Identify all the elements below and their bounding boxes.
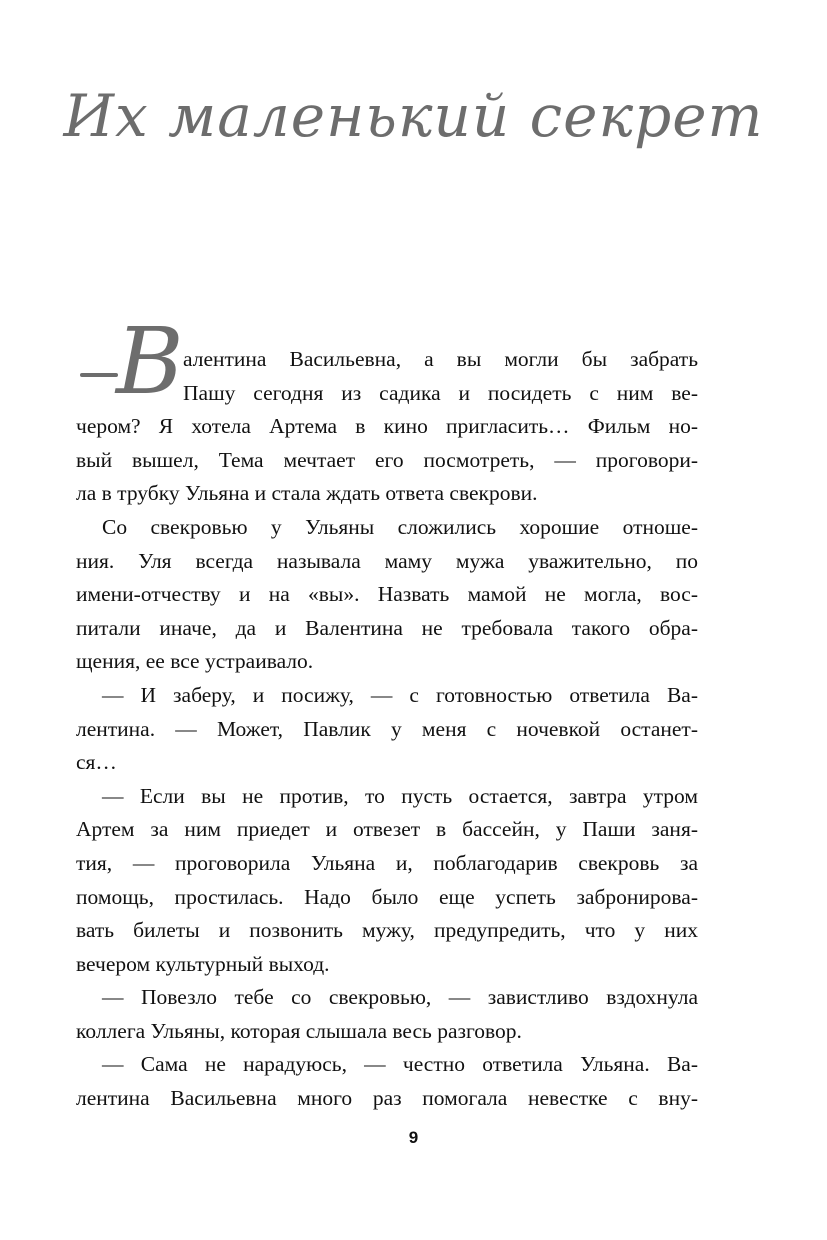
text-line: коллега Ульяны, которая слышала весь разговор. — [76, 1018, 522, 1043]
text-line: лентина Васильевна много раз помогала невестке с вну- — [76, 1086, 698, 1111]
text-line: вый вышел, Тема мечтает его посмотреть, — проговори- — [76, 447, 698, 472]
text-line: тия, — проговорила Ульяна и, поблагодарив свекровь за — [76, 850, 698, 875]
text-line: ния. Уля всегда называла маму мужа уважительно, по — [76, 548, 698, 573]
text-line: чером? Я хотела Артема в кино пригласить… Фильм но- — [76, 414, 698, 439]
drop-cap-letter: В — [116, 308, 184, 415]
text-line: имени-отчеству и на «вы». Назвать мамой не могла, вос- — [76, 582, 698, 607]
text-line: вечером культурный выход. — [76, 951, 330, 976]
text-line: — Сама не нарадуюсь, — честно ответила Ульяна. Ва- — [102, 1052, 698, 1077]
text-line: питали иначе, да и Валентина не требовала такого обра- — [76, 615, 698, 640]
text-line: щения, ее все устраивало. — [76, 649, 314, 674]
text-line: — Если вы не против, то пусть остается, завтра утром — [102, 783, 698, 808]
text-line: — И заберу, и посижу, — с готовностью ответила Ва- — [102, 682, 698, 707]
chapter-body — [76, 343, 698, 1116]
chapter-title: Их маленький секрет — [63, 82, 764, 150]
text-line: Артем за ним приедет и отвезет в бассейн, у Паши заня- — [76, 817, 698, 842]
text-line: ла в трубку Ульяна и стала ждать ответа свекрови. — [76, 481, 538, 506]
text-line: — Повезло тебе со свекровью, — завистливо вздохнула — [102, 985, 698, 1010]
text-line: Пашу сегодня из садика и посидеть с ним ве- — [183, 380, 698, 405]
text-line: ся… — [76, 750, 117, 775]
text-line: помощь, простилась. Надо было еще успеть забронирова- — [76, 884, 698, 909]
text-line: алентина Васильевна, а вы могли бы забрать — [183, 347, 698, 371]
text-line: лентина. — Может, Павлик у меня с ночевкой останет- — [76, 716, 698, 741]
text-line: Со свекровью у Ульяны сложились хорошие отноше- — [102, 514, 698, 539]
page-number: 9 — [408, 1128, 419, 1147]
text-line: вать билеты и позвонить мужу, предупредить, что у них — [76, 918, 698, 943]
